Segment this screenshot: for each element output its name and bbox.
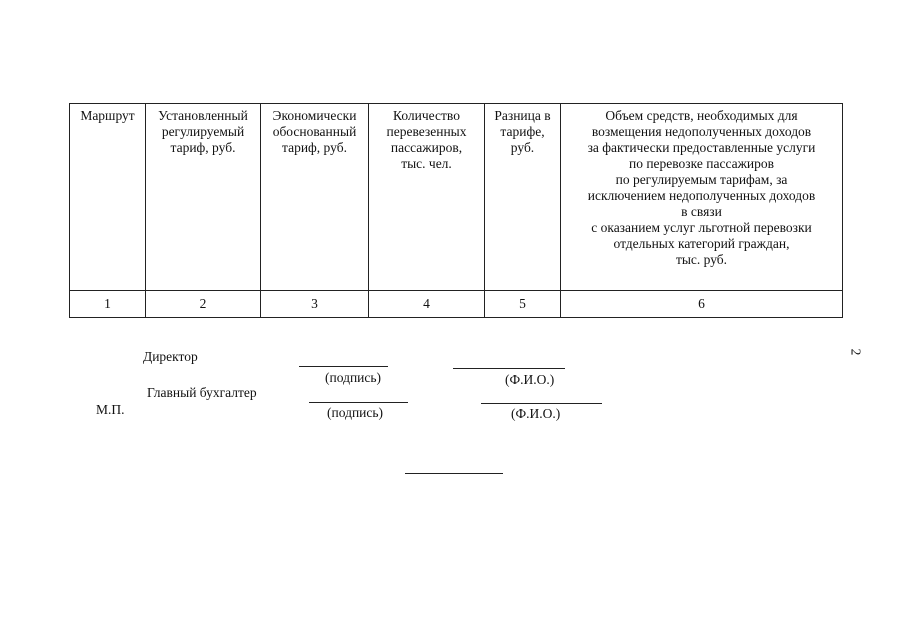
end-separator-line (405, 473, 503, 474)
director-name-caption: (Ф.И.О.) (505, 372, 555, 387)
column-number: 2 (146, 291, 261, 318)
header-economic-tariff: Экономически обоснованный тариф, руб. (261, 104, 369, 291)
director-signature-line (299, 366, 388, 367)
column-number: 6 (561, 291, 843, 318)
column-number: 1 (70, 291, 146, 318)
column-number: 4 (369, 291, 485, 318)
header-tariff-difference: Разница в тарифе, руб. (485, 104, 561, 291)
column-number: 5 (485, 291, 561, 318)
header-compensation-volume: Объем средств, необходимых для возмещения недополученных доходов за фактически предоставленные услуги по перевозке пассажиров по регулируемым тарифам, за исключением недополученных доходов в связи с оказанием услуг льготной перевозки отдельных категорий граждан, тыс. руб. (561, 104, 843, 291)
page-number: 2 (848, 348, 864, 356)
header-passengers-count: Количество перевезенных пассажиров, тыс. чел. (369, 104, 485, 291)
accountant-signature-caption: (подпись) (327, 405, 384, 420)
director-label: Директор (143, 349, 198, 364)
header-established-tariff: Установленный регулируемый тариф, руб. (146, 104, 261, 291)
accountant-name-caption: (Ф.И.О.) (511, 406, 561, 421)
table-number-row (70, 291, 843, 318)
accountant-signature-line (309, 402, 408, 403)
director-name-line (453, 368, 565, 369)
chief-accountant-label: Главный бухгалтер (147, 385, 257, 400)
header-route: Маршрут (70, 104, 146, 291)
director-signature-caption: (подпись) (325, 370, 382, 385)
reporting-table (69, 103, 843, 318)
column-number: 3 (261, 291, 369, 318)
stamp-label: М.П. (96, 402, 125, 417)
accountant-name-line (481, 403, 602, 404)
table-header-row (70, 104, 843, 291)
